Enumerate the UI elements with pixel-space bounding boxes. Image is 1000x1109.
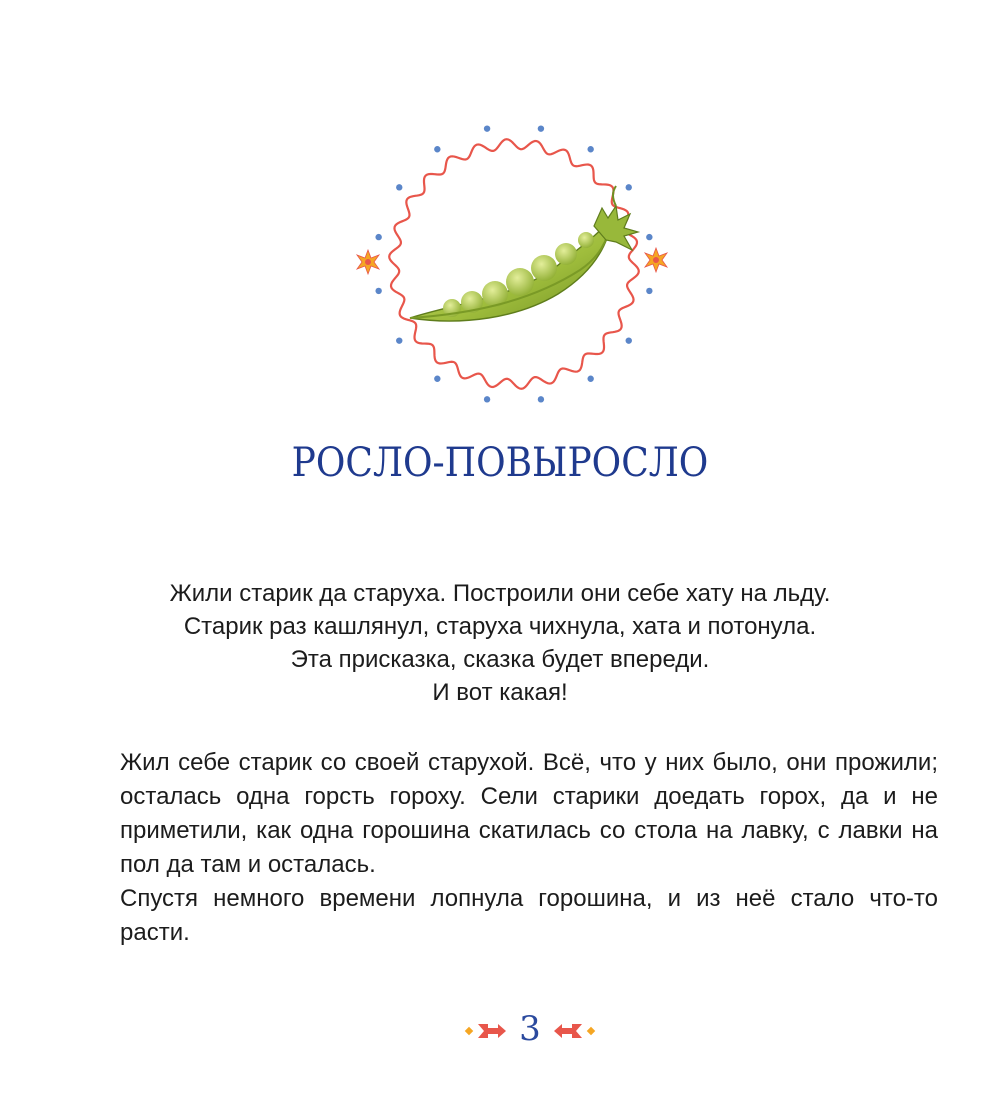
- story-title: РОСЛО-ПОВЫРОСЛО: [291, 440, 709, 486]
- intro-verse: [60, 577, 940, 709]
- star-right-icon: [645, 248, 667, 272]
- frame-dot: [484, 125, 490, 131]
- frame-dot: [396, 184, 402, 190]
- frame-dot: [434, 146, 440, 152]
- frame-dot: [434, 376, 440, 382]
- paragraph: Жил себе старик со своей старухой. Всё, что у них было, они прожили; осталась одна горсть гороху. Сели старики доедать горох, да и не приметили, как одна горошина скатилась со стола на лавку, с лавки на пол да там и осталась.: [120, 749, 938, 878]
- dot-ring: [375, 125, 652, 402]
- frame-dot: [587, 146, 593, 152]
- frame-dot: [626, 184, 632, 190]
- frame-dot: [375, 234, 381, 240]
- page-number: 3: [519, 1009, 541, 1049]
- frame-dot: [646, 234, 652, 240]
- page-folio: [440, 1006, 620, 1056]
- story-body: [120, 746, 938, 950]
- frame-dot: [587, 376, 593, 382]
- frame-dot: [396, 337, 402, 343]
- wavy-frame: [389, 139, 639, 389]
- pea-pod-icon: [410, 186, 638, 321]
- frame-dot: [626, 337, 632, 343]
- frame-dot: [484, 396, 490, 402]
- intro-line: Эта присказка, сказка будет впереди.: [290, 646, 710, 673]
- star-left-icon: [357, 250, 379, 274]
- frame-dot: [375, 288, 381, 294]
- intro-line: Старик раз кашлянул, старуха чихнула, хата и потонула.: [183, 613, 817, 640]
- intro-line: Жили старик да старуха. Построили они себе хату на льду.: [169, 580, 831, 607]
- paragraph: Спустя немного времени лопнула горошина, и из неё стало что-то расти.: [120, 885, 938, 946]
- intro-line: И вот какая!: [432, 679, 568, 706]
- pea-pod-emblem: [350, 122, 680, 406]
- frame-dot: [646, 288, 652, 294]
- frame-dot: [538, 396, 544, 402]
- frame-dot: [538, 125, 544, 131]
